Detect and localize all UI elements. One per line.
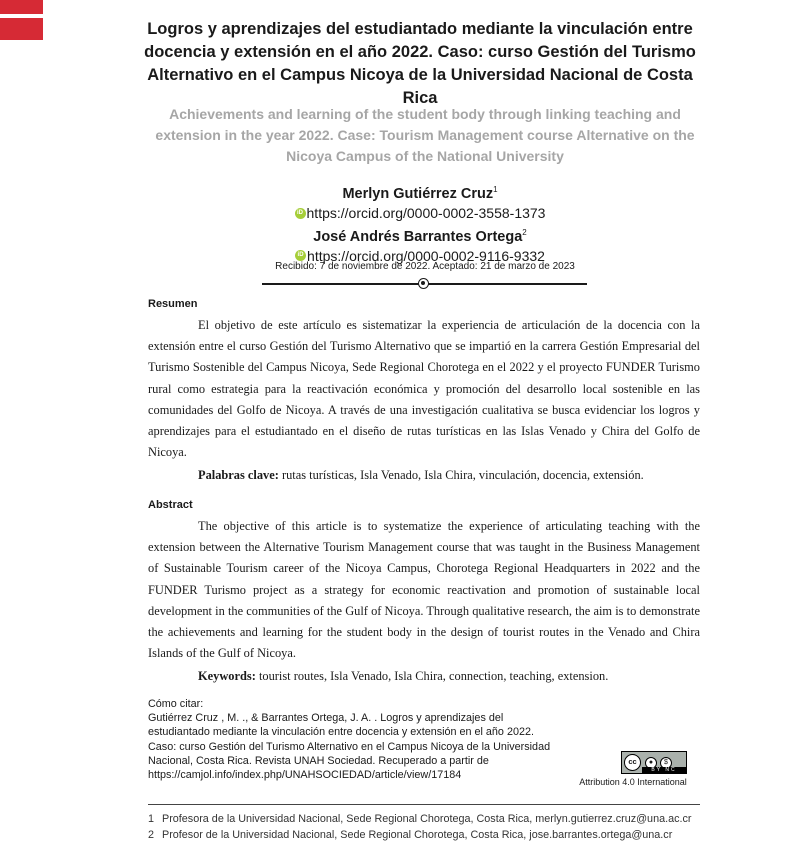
footnote: 1 Profesora de la Universidad Nacional, Sede Regional Chorotega, Costa Rica, merlyn.gutierrez.cruz@una.ac.cr bbox=[148, 813, 692, 825]
resumen-heading: Resumen bbox=[148, 298, 198, 310]
citation-label: Cómo citar: bbox=[148, 698, 204, 710]
license-caption: Attribution 4.0 International bbox=[579, 777, 687, 787]
citation-text: Gutiérrez Cruz , M. ., & Barrantes Ortega, J. A. . Logros y aprendizajes del estudiantado mediante la vinculación entre docencia y extensión en el año 2022. Caso: curso Gestión del Turismo Alternativo en el Campus Nicoya de la Universidad Nacional, Costa Rica. Revista UNAH Sociedad. Recuperado a partir de https://camjol.info/index.php/UNAHSOCIEDAD/article/view/17184 bbox=[148, 712, 551, 782]
orcid-link[interactable]: iD https://orcid.org/0000-0002-9116-9332 bbox=[260, 247, 580, 266]
abstract-keywords: Keywords: tourist routes, Isla Venado, Isla Chira, connection, teaching, extension. bbox=[198, 669, 609, 683]
author-name: José Andrés Barrantes Ortega$^2$ bbox=[313, 227, 527, 245]
resumen-paragraph: El objetivo de este artículo es sistematizar la experiencia de articulación de la docencia con la extensión entre el curso Gestión del Turismo Alternativo que se impartió en la carrera Gestión Empresarial del Turismo Sostenible del Campus Nicoya, Sede Regional Chorotega en el 2022 y el proyecto FUNDER Turismo rural como estrategia para la reactivación económica y promoción del desarrollo local sostenible en las comunidades del Golfo de Nicoya. A través de una investigación cualitativa se busca evidenciar los logros y aprendizajes para el estudiantado en el diseño de rutas turísticas en las Islas Venado y Chira del Golfo de Nicoya. bbox=[148, 318, 700, 460]
cc-badge-label: BY NC bbox=[642, 767, 686, 774]
abstract-paragraph: The objective of this article is to systematize the experience of articulating teaching with the extension between the Alternative Tourism Management course that was taught in the Business Management of Sustainable Tourism career of the Nicoya Campus, Chorotega Regional Headquarters in 2022 and the FUNDER Turismo project as a strategy for economic reactivation and promotion of sustainable local development in the communities of the Gulf of Nicoya. Through qualitative research, the aim is to demonstrate the achievements and learning for the student body in the design of tourist routes in the Venado and Chira Islands of the Gulf of Nicoya. bbox=[148, 519, 700, 661]
cc-license-badge[interactable] bbox=[621, 751, 687, 774]
footnote: 2 Profesor de la Universidad Nacional, Sede Regional Chorotega, Costa Rica, jose.barrantes.ortega@una.cr bbox=[148, 829, 673, 841]
title-english: Achievements and learning of the student body through linking teaching and extension in the year 2022. Case: Tourism Management course Alternative on the Nicoya Campus of the National University bbox=[155, 106, 695, 164]
author-name: Merlyn Gutiérrez Cruz$^1$ bbox=[342, 185, 498, 202]
target-ornament-icon bbox=[418, 278, 429, 289]
header-flag-bottom bbox=[0, 18, 43, 40]
title-spanish: Logros y aprendizajes del estudiantado mediante la vinculación entre docencia y extensión en el año 2022. Caso: curso Gestión del Turismo Alternativo en el Campus Nicoya de la Universidad Nacional de Costa Rica bbox=[144, 20, 696, 107]
received-accepted-dates: Recibido: 7 de noviembre de 2022. Aceptado: 21 de marzo de 2023 bbox=[275, 261, 575, 272]
cc-icon: cc bbox=[624, 754, 641, 771]
orcid-icon: iD bbox=[295, 208, 306, 219]
by-person-icon: ● bbox=[645, 757, 657, 769]
abstract-heading: Abstract bbox=[148, 499, 193, 511]
resumen-keywords: Palabras clave: rutas turísticas, Isla Venado, Isla Chira, vinculación, docencia, extensión. bbox=[198, 468, 644, 482]
orcid-icon: iD bbox=[295, 250, 306, 261]
authors-block bbox=[260, 180, 580, 266]
citation-block bbox=[148, 697, 553, 782]
nc-dollar-icon: $ bbox=[660, 757, 672, 769]
footnotes bbox=[148, 811, 708, 843]
orcid-link[interactable]: iD https://orcid.org/0000-0002-3558-1373 bbox=[260, 204, 580, 223]
header-flag-top bbox=[0, 0, 43, 14]
footnote-rule bbox=[148, 804, 700, 805]
